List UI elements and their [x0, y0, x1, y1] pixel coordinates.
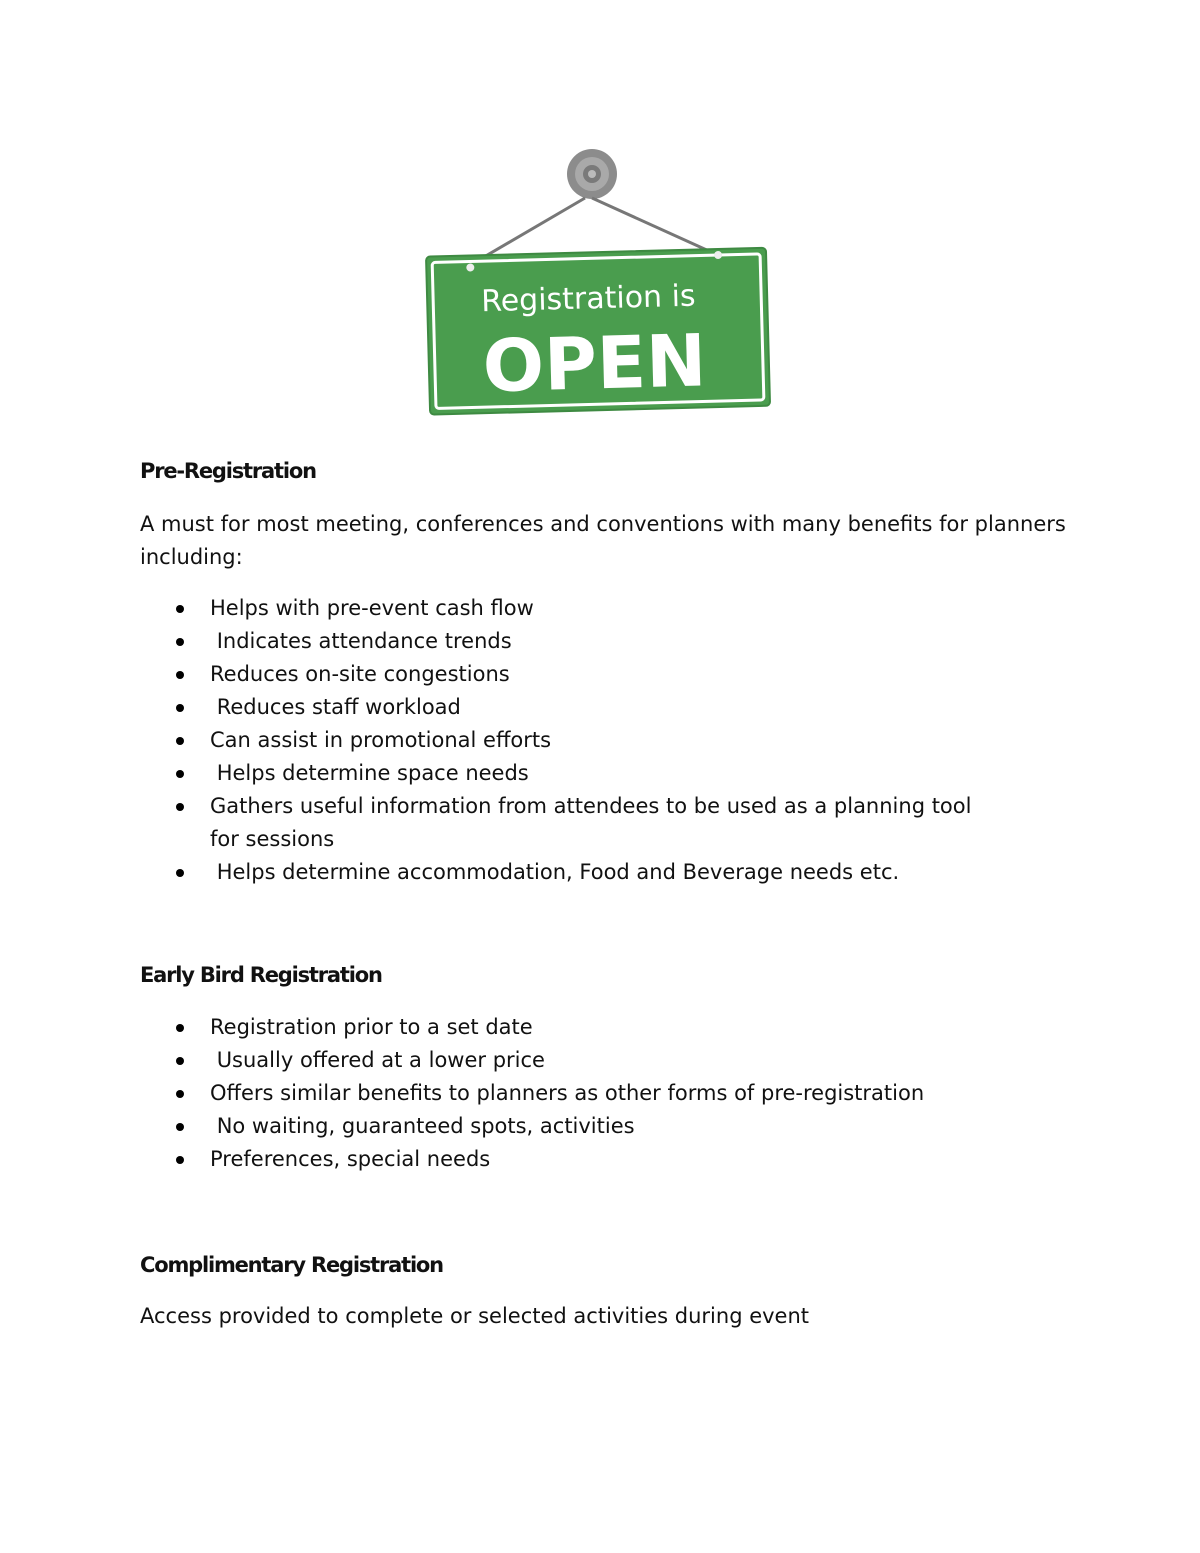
list-item: Reduces staff workload [140, 691, 1040, 724]
pre-registration-intro: A must for most meeting, conferences and conventions with many benefits for planners including: [140, 512, 1066, 569]
bullet-icon [176, 1057, 184, 1065]
list-item: Reduces on-site congestions [140, 658, 1040, 691]
list-item: Registration prior to a set date [140, 1011, 1040, 1044]
bullet-icon [176, 1123, 184, 1131]
bullet-icon [176, 1024, 184, 1032]
list-item: Usually offered at a lower price [140, 1044, 1040, 1077]
list-item: No waiting, guaranteed spots, activities [140, 1110, 1040, 1143]
bullet-icon [176, 671, 184, 679]
bullet-icon [176, 704, 184, 712]
pre-registration-list [140, 592, 1040, 889]
sign-graphic [420, 140, 790, 432]
bullet-icon [176, 605, 184, 613]
list-item: Helps determine space needs [140, 757, 1040, 790]
bullet-icon [176, 1090, 184, 1098]
registration-open-sign [420, 140, 790, 432]
list-item: Can assist in promotional efforts [140, 724, 1040, 757]
early-bird-list [140, 1011, 1040, 1176]
pre-registration-heading: Pre-Registration [140, 459, 316, 483]
bullet-icon [176, 869, 184, 877]
list-item: Helps determine accommodation, Food and Beverage needs etc. [140, 856, 1040, 889]
list-item: Indicates attendance trends [140, 625, 1040, 658]
complimentary-text: Access provided to complete or selected activities during event [140, 1304, 810, 1328]
bullet-icon [176, 1156, 184, 1164]
early-bird-heading: Early Bird Registration [140, 963, 382, 987]
complimentary-heading: Complimentary Registration [140, 1253, 443, 1277]
bullet-icon [176, 737, 184, 745]
bullet-icon [176, 803, 184, 811]
sign-line-2: OPEN [481, 318, 708, 409]
sign-line-1: Registration is [480, 278, 697, 320]
list-item: Preferences, special needs [140, 1143, 1040, 1176]
list-item: Helps with pre-event cash flow [140, 592, 1040, 625]
bullet-icon [176, 770, 184, 778]
bullet-icon [176, 638, 184, 646]
list-item: Gathers useful information from attendees to be used as a planning tool for sessions [140, 790, 1000, 856]
list-item: Offers similar benefits to planners as other forms of pre-registration [140, 1077, 1040, 1110]
